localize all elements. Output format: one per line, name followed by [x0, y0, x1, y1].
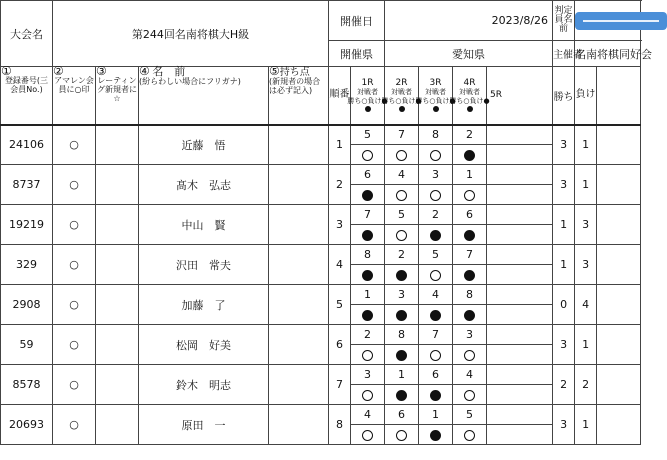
player-blank — [597, 165, 641, 205]
loss-mark — [430, 230, 441, 241]
win-mark — [464, 390, 475, 401]
taikai-label: 大会名 — [1, 1, 53, 67]
player-id: 8737 — [1, 165, 53, 205]
win-mark — [430, 350, 441, 361]
rating-mark — [96, 125, 139, 165]
win-mark — [396, 430, 407, 441]
player-wins: 1 — [553, 245, 575, 285]
col-losses-header: 負け — [575, 67, 597, 125]
loss-mark — [362, 310, 373, 321]
player-wins: 3 — [553, 325, 575, 365]
round-5-opponent — [487, 285, 553, 305]
round-3-opponent: 6 — [419, 365, 453, 385]
member-mark: ○ — [53, 125, 96, 165]
round-4-result — [453, 185, 487, 205]
round-4-opponent: 4 — [453, 365, 487, 385]
member-mark: ○ — [53, 405, 96, 445]
player-blank — [597, 405, 641, 445]
player-order: 5 — [329, 285, 351, 325]
rating-mark — [96, 325, 139, 365]
round-1-result — [351, 145, 385, 165]
round-2-result — [385, 145, 419, 165]
player-losses: 1 — [575, 325, 597, 365]
round-2-opponent: 5 — [385, 205, 419, 225]
round-5-opponent — [487, 405, 553, 425]
round-3-result — [419, 425, 453, 445]
loss-mark — [362, 230, 373, 241]
round-5-result — [487, 345, 553, 365]
pref-label: 開催県 — [329, 41, 385, 67]
round-2-result — [385, 425, 419, 445]
col-id-header: ① 登録番号(三会員No.) — [1, 67, 53, 125]
judge-label: 判定員名前 — [553, 1, 575, 41]
round-2-opponent: 6 — [385, 405, 419, 425]
round-2-result — [385, 345, 419, 365]
player-name: 松岡 好美 — [139, 325, 269, 365]
col-member-header: ② アマレン会員に○印 — [53, 67, 96, 125]
round-1-result — [351, 345, 385, 365]
round-5-opponent — [487, 365, 553, 385]
judge-value — [575, 1, 641, 41]
player-row — [1, 205, 641, 225]
round-3-opponent: 3 — [419, 165, 453, 185]
rating-mark — [96, 365, 139, 405]
round-3-opponent: 1 — [419, 405, 453, 425]
round-1-opponent: 2 — [351, 325, 385, 345]
loss-mark — [396, 390, 407, 401]
player-id: 19219 — [1, 205, 53, 245]
win-mark — [430, 150, 441, 161]
round-3-opponent: 2 — [419, 205, 453, 225]
col-order-header: 順番 — [329, 67, 351, 125]
win-mark — [362, 150, 373, 161]
round-4-opponent: 7 — [453, 245, 487, 265]
player-blank — [597, 245, 641, 285]
member-mark: ○ — [53, 245, 96, 285]
player-points — [269, 365, 329, 405]
round-3-result — [419, 145, 453, 165]
round-3-opponent: 5 — [419, 245, 453, 265]
round-4-result — [453, 345, 487, 365]
round-3-opponent: 7 — [419, 325, 453, 345]
round-4-opponent: 3 — [453, 325, 487, 345]
member-mark: ○ — [53, 325, 96, 365]
round-1-opponent: 7 — [351, 205, 385, 225]
round-5-opponent — [487, 165, 553, 185]
round-1-opponent: 6 — [351, 165, 385, 185]
col-points-header: ⑤持ち点 (新規者の場合は必ず記入) — [269, 67, 329, 125]
round-2-opponent: 7 — [385, 125, 419, 145]
date-value: 2023/8/26 — [385, 1, 553, 41]
round-3-result — [419, 345, 453, 365]
player-order: 6 — [329, 325, 351, 365]
round-1-opponent: 4 — [351, 405, 385, 425]
round-3-result — [419, 385, 453, 405]
player-order: 2 — [329, 165, 351, 205]
round-4-result — [453, 265, 487, 285]
player-wins: 3 — [553, 125, 575, 165]
round-4-result — [453, 225, 487, 245]
rating-mark — [96, 165, 139, 205]
player-wins: 2 — [553, 365, 575, 405]
player-order: 7 — [329, 365, 351, 405]
round-4-result — [453, 425, 487, 445]
player-order: 8 — [329, 405, 351, 445]
round-4-result — [453, 385, 487, 405]
player-row — [1, 125, 641, 145]
player-wins: 0 — [553, 285, 575, 325]
round-4-result — [453, 305, 487, 325]
round-1-opponent: 1 — [351, 285, 385, 305]
player-points — [269, 325, 329, 365]
organizer-label: 主催者 — [553, 41, 575, 67]
round-3-result — [419, 225, 453, 245]
player-blank — [597, 125, 641, 165]
round-1-result — [351, 385, 385, 405]
player-row — [1, 325, 641, 345]
player-name: 沢田 常夫 — [139, 245, 269, 285]
col-round-5-header: 5R — [487, 67, 553, 125]
loss-mark — [464, 230, 475, 241]
col-rating-header: ③ レーティング新規者に☆ — [96, 67, 139, 125]
player-order: 1 — [329, 125, 351, 165]
organizer-value: 名南将棋同好会 — [575, 41, 641, 67]
round-4-opponent: 2 — [453, 125, 487, 145]
round-3-opponent: 8 — [419, 125, 453, 145]
win-mark — [362, 430, 373, 441]
round-4-opponent: 6 — [453, 205, 487, 225]
player-name: 原田 一 — [139, 405, 269, 445]
round-5-opponent — [487, 325, 553, 345]
round-5-result — [487, 265, 553, 285]
round-1-result — [351, 305, 385, 325]
player-losses: 2 — [575, 365, 597, 405]
player-wins: 1 — [553, 205, 575, 245]
loss-mark — [464, 270, 475, 281]
round-3-result — [419, 305, 453, 325]
loss-mark — [362, 190, 373, 201]
col-blank-header — [597, 67, 641, 125]
win-mark — [396, 190, 407, 201]
player-points — [269, 205, 329, 245]
round-2-opponent: 4 — [385, 165, 419, 185]
round-5-opponent — [487, 245, 553, 265]
round-4-opponent: 8 — [453, 285, 487, 305]
loss-mark — [464, 150, 475, 161]
taikai-name: 第244回名南将棋大H級 — [53, 1, 329, 67]
rating-mark — [96, 285, 139, 325]
player-order: 3 — [329, 205, 351, 245]
round-1-opponent: 5 — [351, 125, 385, 145]
round-2-opponent: 8 — [385, 325, 419, 345]
round-3-opponent: 4 — [419, 285, 453, 305]
date-label: 開催日 — [329, 1, 385, 41]
player-losses: 1 — [575, 405, 597, 445]
col-round-1-header: 1R 対戦者 勝ち○負け● — [351, 67, 385, 125]
round-4-opponent: 1 — [453, 165, 487, 185]
player-name: 鈴木 明志 — [139, 365, 269, 405]
round-5-result — [487, 185, 553, 205]
player-losses: 3 — [575, 245, 597, 285]
player-row — [1, 245, 641, 265]
round-5-result — [487, 145, 553, 165]
player-row — [1, 365, 641, 385]
loss-mark — [362, 270, 373, 281]
round-5-opponent — [487, 125, 553, 145]
round-2-result — [385, 265, 419, 285]
loss-mark — [396, 350, 407, 361]
player-points — [269, 285, 329, 325]
player-id: 59 — [1, 325, 53, 365]
round-3-result — [419, 265, 453, 285]
loss-mark — [430, 430, 441, 441]
player-points — [269, 125, 329, 165]
player-id: 8578 — [1, 365, 53, 405]
round-1-result — [351, 425, 385, 445]
player-losses: 3 — [575, 205, 597, 245]
player-row — [1, 165, 641, 185]
col-round-4-header: 4R 対戦者 勝ち○負け● — [453, 67, 487, 125]
round-2-opponent: 1 — [385, 365, 419, 385]
member-mark: ○ — [53, 165, 96, 205]
player-order: 4 — [329, 245, 351, 285]
player-name: 加藤 了 — [139, 285, 269, 325]
round-5-result — [487, 305, 553, 325]
redacted-box — [575, 12, 667, 30]
player-name: 髙木 弘志 — [139, 165, 269, 205]
rating-mark — [96, 245, 139, 285]
player-points — [269, 405, 329, 445]
col-name-header: ④ 名 前 (紛らわしい場合にフリガナ) — [139, 67, 269, 125]
round-2-result — [385, 225, 419, 245]
round-2-opponent: 2 — [385, 245, 419, 265]
loss-mark — [464, 310, 475, 321]
player-blank — [597, 205, 641, 245]
player-row — [1, 405, 641, 425]
player-wins: 3 — [553, 165, 575, 205]
player-id: 329 — [1, 245, 53, 285]
round-1-result — [351, 265, 385, 285]
player-name: 中山 賢 — [139, 205, 269, 245]
player-losses: 4 — [575, 285, 597, 325]
loss-mark — [430, 310, 441, 321]
col-wins-header: 勝ち — [553, 67, 575, 125]
player-name: 近藤 悟 — [139, 125, 269, 165]
player-wins: 3 — [553, 405, 575, 445]
win-mark — [396, 150, 407, 161]
round-1-result — [351, 185, 385, 205]
round-5-result — [487, 225, 553, 245]
pref-value: 愛知県 — [385, 41, 553, 67]
col-round-3-header: 3R 対戦者 勝ち○負け● — [419, 67, 453, 125]
col-round-2-header: 2R 対戦者 勝ち○負け● — [385, 67, 419, 125]
round-5-result — [487, 385, 553, 405]
loss-mark — [430, 390, 441, 401]
win-mark — [464, 350, 475, 361]
member-mark: ○ — [53, 285, 96, 325]
win-mark — [396, 230, 407, 241]
win-mark — [362, 350, 373, 361]
player-losses: 1 — [575, 165, 597, 205]
player-rows — [1, 125, 641, 445]
round-3-result — [419, 185, 453, 205]
player-losses: 1 — [575, 125, 597, 165]
player-id: 24106 — [1, 125, 53, 165]
player-id: 20693 — [1, 405, 53, 445]
round-1-opponent: 8 — [351, 245, 385, 265]
player-blank — [597, 285, 641, 325]
win-mark — [430, 190, 441, 201]
round-4-result — [453, 145, 487, 165]
round-5-result — [487, 425, 553, 445]
loss-mark — [396, 310, 407, 321]
round-2-result — [385, 305, 419, 325]
player-points — [269, 245, 329, 285]
rating-mark — [96, 205, 139, 245]
player-row — [1, 285, 641, 305]
player-blank — [597, 325, 641, 365]
round-2-result — [385, 385, 419, 405]
member-mark: ○ — [53, 205, 96, 245]
loss-mark — [396, 270, 407, 281]
round-2-result — [385, 185, 419, 205]
win-mark — [430, 270, 441, 281]
rating-mark — [96, 405, 139, 445]
round-1-result — [351, 225, 385, 245]
win-mark — [362, 390, 373, 401]
round-2-opponent: 3 — [385, 285, 419, 305]
player-points — [269, 165, 329, 205]
player-id: 2908 — [1, 285, 53, 325]
round-1-opponent: 3 — [351, 365, 385, 385]
player-blank — [597, 365, 641, 405]
round-5-opponent — [487, 205, 553, 225]
win-mark — [464, 190, 475, 201]
round-4-opponent: 5 — [453, 405, 487, 425]
win-mark — [464, 430, 475, 441]
member-mark: ○ — [53, 365, 96, 405]
